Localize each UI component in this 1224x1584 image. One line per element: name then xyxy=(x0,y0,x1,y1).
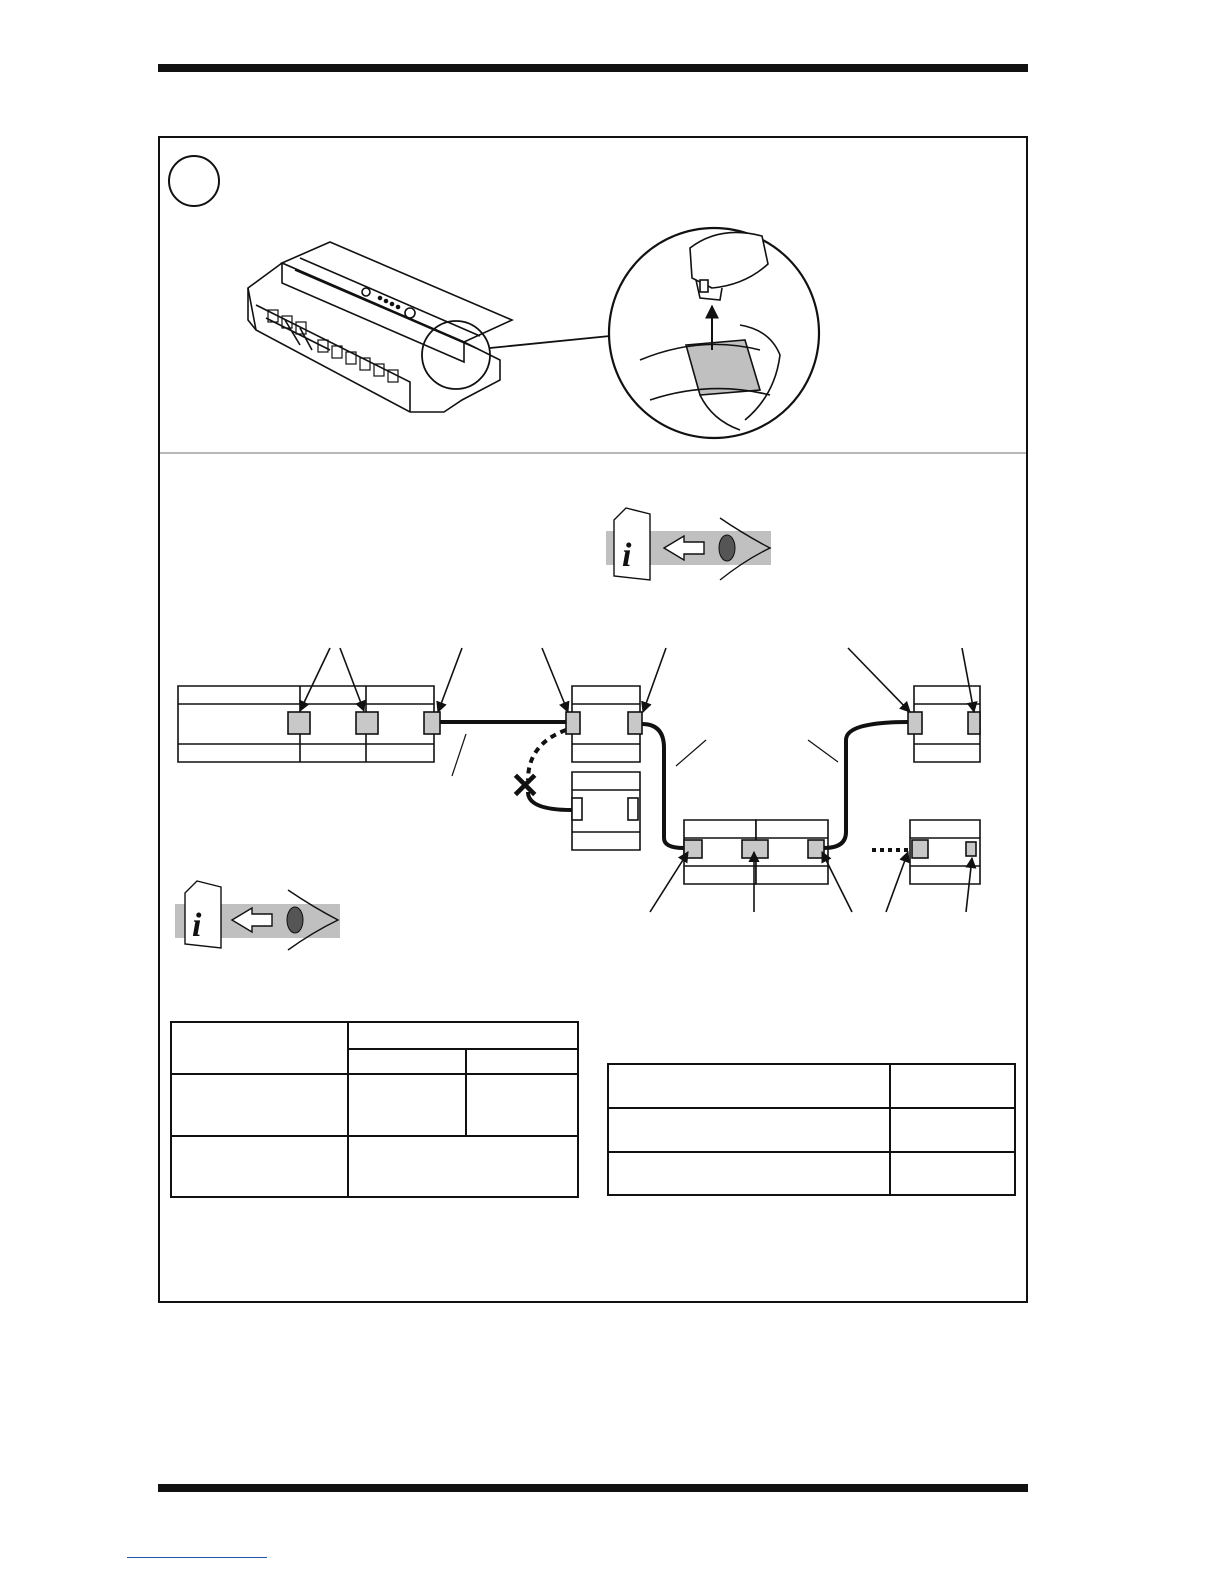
footer-link-underline[interactable] xyxy=(127,1557,267,1558)
table-b-cell xyxy=(608,1108,890,1152)
table-b-cell xyxy=(608,1152,890,1195)
table-a-header-cell xyxy=(348,1022,578,1049)
table-b-cell xyxy=(890,1152,1015,1195)
table-b-cell xyxy=(608,1064,890,1108)
table-a-cell xyxy=(171,1136,348,1197)
info-manual-icon xyxy=(614,508,650,580)
table-a-subheader-cell xyxy=(466,1049,578,1074)
table-b-cell xyxy=(890,1108,1015,1152)
table-a-cell xyxy=(348,1074,466,1136)
info-callout-upper xyxy=(606,508,771,580)
table-a-cell xyxy=(171,1074,348,1136)
table-a-subheader-cell xyxy=(348,1049,466,1074)
svg-text:i: i xyxy=(622,537,632,574)
table-a-header-cell xyxy=(171,1022,348,1074)
wiring-diagram xyxy=(178,686,980,884)
svg-text:i: i xyxy=(192,907,202,944)
table-b-cell xyxy=(890,1064,1015,1108)
controller-unit-drawing xyxy=(248,242,512,412)
cable-spec-table xyxy=(170,1021,579,1198)
table-a-cell xyxy=(466,1074,578,1136)
module-limit-table xyxy=(607,1063,1016,1196)
table-a-cell xyxy=(348,1136,578,1197)
info-callout-lower xyxy=(175,881,340,950)
detail-leader-line xyxy=(490,336,610,348)
cross-mark-icon: ✕ xyxy=(510,765,541,806)
